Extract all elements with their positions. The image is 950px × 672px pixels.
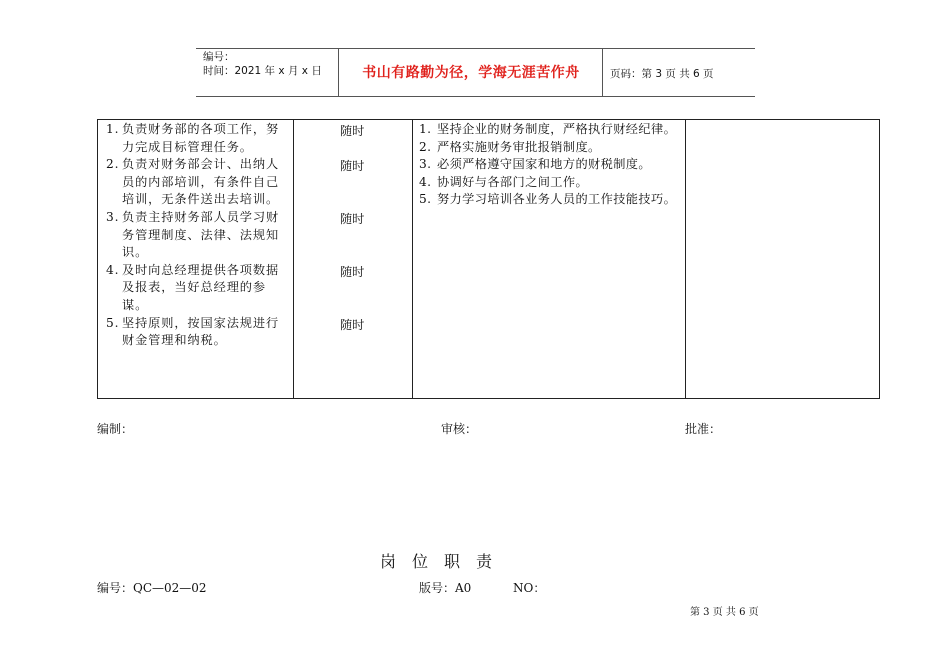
- serial-number-label: NO：: [513, 581, 546, 595]
- header-divider: [338, 48, 339, 96]
- page-title: 岗位职责: [380, 552, 509, 571]
- frequency-cell: 随时: [340, 265, 365, 279]
- footer-page-number: 第 3 页 共 6 页: [690, 607, 759, 618]
- header-number-label: 编号：: [203, 51, 235, 63]
- list-item: 5. 努力学习培训各业务人员的工作技能技巧。: [419, 192, 677, 207]
- document-code: 编号：QC—02—02: [97, 581, 207, 595]
- list-item: 2. 严格实施财务审批报销制度。: [419, 139, 601, 154]
- list-item: 2. 负责对财务部会计、出纳人员的内部培训，有条件自己培训，无条件送出去培训。: [106, 157, 280, 207]
- header-divider: [602, 48, 603, 96]
- list-item: 1. 负责财务部的各项工作，努力完成目标管理任务。: [106, 122, 280, 154]
- list-item: 3. 负责主持财务部人员学习财务管理制度、法律、法规知识。: [106, 209, 280, 260]
- standards-list: [415, 121, 683, 209]
- header-bottom-rule: [196, 96, 755, 97]
- list-item: 5. 坚持原则，按国家法规进行财金管理和纳税。: [106, 315, 280, 348]
- list-item: 4. 协调好与各部门之间工作。: [419, 174, 589, 189]
- table-column-divider: [293, 119, 294, 399]
- frequency-cell: 随时: [340, 212, 365, 226]
- header-time-label: 时间：2021 年 x 月 x 日: [203, 65, 322, 77]
- duties-list: [100, 121, 290, 350]
- frequency-cell: 随时: [340, 318, 365, 332]
- frequency-cell: 随时: [340, 159, 365, 173]
- signature-approved: 批准：: [685, 422, 722, 436]
- version-number: 版号：A0: [419, 581, 472, 595]
- header-info: [203, 50, 322, 78]
- list-item: 1. 坚持企业的财务制度，严格执行财经纪律。: [419, 122, 677, 136]
- table-column-divider: [412, 119, 413, 399]
- list-item: 3. 必须严格遵守国家和地方的财税制度。: [419, 157, 651, 172]
- header-top-rule: [196, 48, 755, 49]
- header-motto: 书山有路勤为径，学海无涯苦作舟: [362, 65, 580, 81]
- frequency-cell: 随时: [340, 124, 365, 138]
- table-column-divider: [685, 119, 686, 399]
- list-item: 4. 及时向总经理提供各项数据及报表，当好总经理的参谋。: [106, 262, 280, 312]
- header-page-label: 页码：第 3 页 共 6 页: [610, 68, 714, 80]
- signature-prepared: 编制：: [97, 422, 134, 436]
- signature-reviewed: 审核：: [441, 422, 478, 436]
